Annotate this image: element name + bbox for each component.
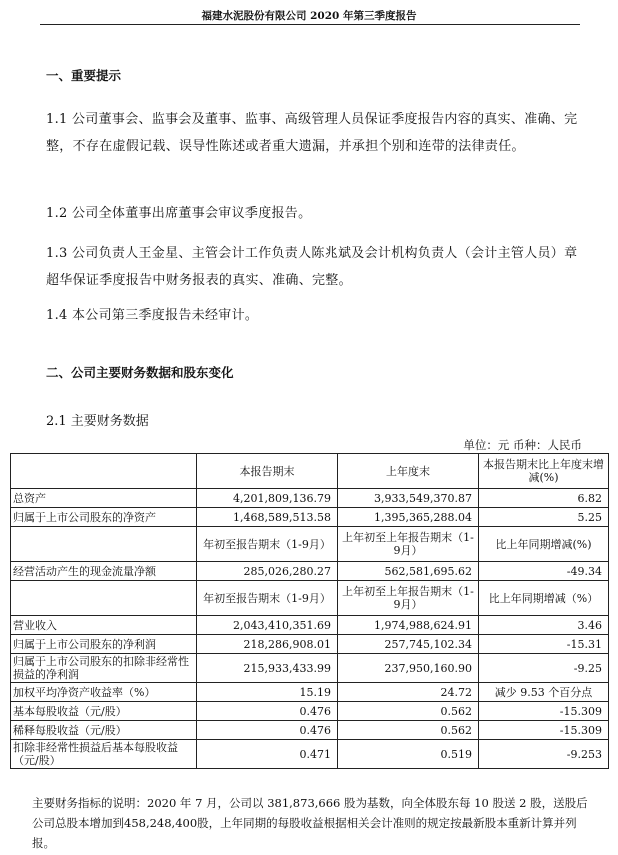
cell-value: 4,201,809,136.79 [197,489,338,508]
row-label: 扣除非经常性损益后基本每股收益（元/股） [11,740,197,769]
cell-value: 0.476 [197,721,338,740]
cell-value: 257,745,102.34 [338,635,479,654]
section-title-financial-data: 二、公司主要财务数据和股东变化 [46,365,234,380]
cell-value: 0.471 [197,740,338,769]
cell-value: 1,974,988,624.91 [338,616,479,635]
cell-value: 285,026,280.27 [197,562,338,581]
cell-value: 215,933,433.99 [197,654,338,683]
cell-value: 562,581,695.62 [338,562,479,581]
column-header: 本报告期末 [197,454,338,489]
cell-value: 0.562 [338,702,479,721]
financial-indicator-note: 主要财务指标的说明：2020 年 7 月，公司以 381,873,666 股为基数，向全体股东每 10 股送 2 股，送股后公司总股本增加到458,248,400股，上年同期的每股收益根据相关会计准则的规定按最新股本重新计算并列报。 [32,796,588,850]
cell-value: -9.253 [479,740,609,769]
cell-value: 3,933,549,370.87 [338,489,479,508]
row-label: 归属于上市公司股东的净资产 [11,508,197,527]
page-header: 福建水泥股份有限公司 2020 年第三季度报告 [201,10,417,22]
table-subheader-row [11,527,609,562]
note-item-1-3: 1.3 公司负责人王金星、主管会计工作负责人陈兆斌及会计机构负责人（会计主管人员）章超华保证季度报告中财务报表的真实、准确、完整。 [46,246,578,288]
table-subheader-row [11,581,609,616]
section-title-important-notes: 一、重要提示 [46,68,122,83]
header-divider [40,24,580,25]
cell-value: 0.562 [338,721,479,740]
cell-value: -15.309 [479,721,609,740]
cell-value: 24.72 [338,683,479,702]
table-row [11,654,609,683]
column-header: 上年度末 [338,454,479,489]
subsection-title: 2.1 主要财务数据 [46,414,149,429]
note-item-1-4: 1.4 本公司第三季度报告未经审计。 [46,308,259,323]
cell-value: 3.46 [479,616,609,635]
cell-value: 15.19 [197,683,338,702]
financial-data-table [10,453,609,769]
cell-value: 6.82 [479,489,609,508]
cell-value: 0.519 [338,740,479,769]
table-row [11,562,609,581]
cell-value: 1,395,365,288.04 [338,508,479,527]
header-blank-cell [11,581,197,616]
header-blank-cell [11,527,197,562]
table-header-row [11,454,609,489]
cell-value: 减少 9.53 个百分点 [479,683,609,702]
cell-value: -15.31 [479,635,609,654]
cell-value: -9.25 [479,654,609,683]
cell-value: -15.309 [479,702,609,721]
table-row [11,489,609,508]
cell-value: 1,468,589,513.58 [197,508,338,527]
header-blank-cell [11,454,197,489]
table-row [11,508,609,527]
row-label: 基本每股收益（元/股） [11,702,197,721]
row-label: 加权平均净资产收益率（%） [11,683,197,702]
column-header: 年初至报告期末（1-9月） [197,581,338,616]
table-row [11,702,609,721]
cell-value: 2,043,410,351.69 [197,616,338,635]
table-row [11,740,609,769]
cell-value: 5.25 [479,508,609,527]
cell-value: 237,950,160.90 [338,654,479,683]
column-header: 上年初至上年报告期末（1-9月） [338,527,479,562]
row-label: 稀释每股收益（元/股） [11,721,197,740]
cell-value: -49.34 [479,562,609,581]
table-row [11,635,609,654]
note-item-1-2: 1.2 公司全体董事出席董事会审议季度报告。 [46,206,312,221]
row-label: 经营活动产生的现金流量净额 [11,562,197,581]
table-row [11,616,609,635]
cell-value: 0.476 [197,702,338,721]
row-label: 总资产 [11,489,197,508]
row-label: 归属于上市公司股东的扣除非经常性损益的净利润 [11,654,197,683]
column-header: 比上年同期增减（%） [479,581,609,616]
column-header: 比上年同期增减(%) [479,527,609,562]
table-row [11,721,609,740]
column-header: 年初至报告期末（1-9月） [197,527,338,562]
column-header: 本报告期末比上年度末增减(%) [479,454,609,489]
unit-currency-label: 单位：元 币种：人民币 [463,438,582,452]
cell-value: 218,286,908.01 [197,635,338,654]
table-row [11,683,609,702]
column-header: 上年初至上年报告期末（1-9月） [338,581,479,616]
row-label: 营业收入 [11,616,197,635]
note-item-1-1: 1.1 公司董事会、监事会及董事、监事、高级管理人员保证季度报告内容的真实、准确、完整，不存在虚假记载、误导性陈述或者重大遗漏，并承担个别和连带的法律责任。 [46,112,578,154]
row-label: 归属于上市公司股东的净利润 [11,635,197,654]
